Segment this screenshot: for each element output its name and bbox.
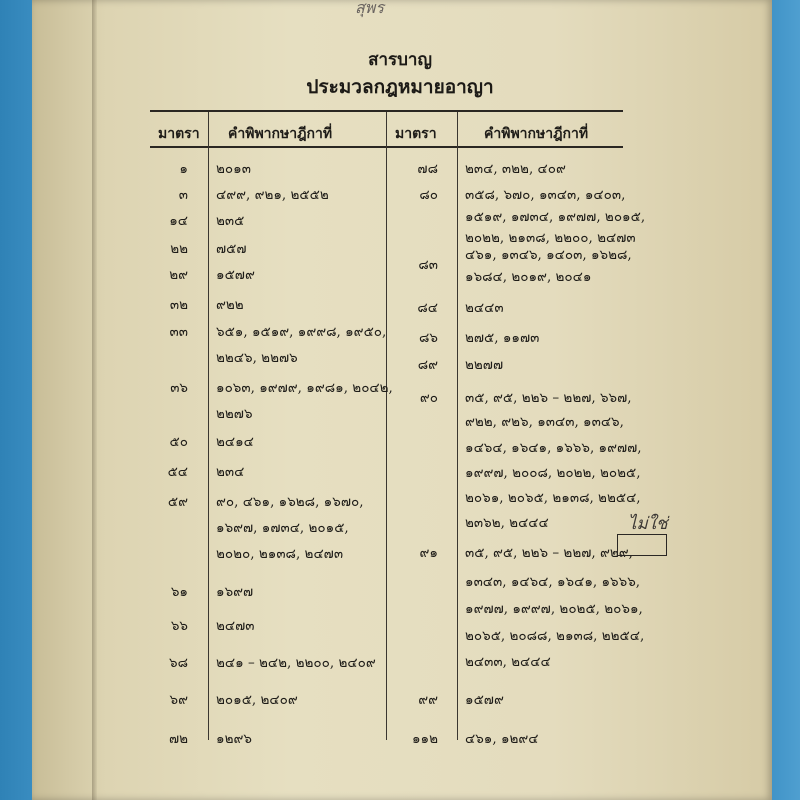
col-divider-2 xyxy=(386,112,387,740)
left-ruling-line: ๒๐๒๐, ๒๑๓๘, ๒๔๗๓ xyxy=(216,546,344,562)
left-ruling-line: ๒๔๗๓ xyxy=(216,618,255,634)
handwritten-box-mark xyxy=(617,534,667,556)
left-ruling-line: ๔๙๙, ๙๒๑, ๒๕๕๒ xyxy=(216,187,329,203)
right-ruling-line: ๓๕, ๙๕, ๒๒๖ – ๒๒๗, ๖๖๗, xyxy=(465,390,632,406)
left-section-number: ๒๙ xyxy=(169,267,188,283)
right-ruling-line: ๒๐๖๕, ๒๐๘๘, ๒๑๓๘, ๒๒๕๔, xyxy=(465,628,645,644)
left-ruling-line: ๑๕๗๙ xyxy=(216,267,255,283)
left-section-number: ๕๐ xyxy=(169,434,188,450)
right-section-number: ๘๖ xyxy=(419,330,438,346)
header-ruling-left: คำพิพากษาฎีกาที่ xyxy=(228,126,333,142)
right-ruling-line: ๓๕, ๙๕, ๒๒๖ – ๒๒๗, ๙๒๙, xyxy=(465,545,633,561)
left-section-number: ๓๒ xyxy=(169,297,188,313)
right-section-number: ๘๔ xyxy=(417,300,438,316)
index-title: สารบาญ xyxy=(368,50,432,70)
left-ruling-line: ๒๒๔๖, ๒๒๗๖ xyxy=(216,350,298,366)
left-section-number: ๓ xyxy=(178,187,188,203)
right-ruling-line: ๒๗๕, ๑๑๗๓ xyxy=(465,330,540,346)
left-section-number: ๓๖ xyxy=(170,380,188,396)
right-ruling-line: ๒๓๔, ๓๒๒, ๔๐๙ xyxy=(465,161,566,177)
left-section-number: ๗๒ xyxy=(168,731,188,747)
right-ruling-line: ๙๒๒, ๙๒๖, ๑๓๔๓, ๑๓๔๖, xyxy=(465,414,624,430)
left-ruling-line: ๑๖๙๗ xyxy=(216,584,254,600)
right-section-number: ๙๐ xyxy=(419,390,438,406)
right-ruling-line: ๔๖๑, ๑๓๔๖, ๑๔๐๓, ๑๖๒๘, xyxy=(465,247,632,263)
left-section-number: ๖๖ xyxy=(170,618,188,634)
right-section-number: ๑๑๒ xyxy=(411,731,438,747)
header-section-left: มาตรา xyxy=(158,126,200,142)
header-section-right: มาตรา xyxy=(395,126,437,142)
right-ruling-line: ๑๙๙๗, ๒๐๐๘, ๒๐๒๒, ๒๐๒๕, xyxy=(465,465,641,481)
left-ruling-line: ๖๕๑, ๑๕๑๙, ๑๙๙๘, ๑๙๕๐, xyxy=(216,324,387,340)
left-section-number: ๖๙ xyxy=(169,692,188,708)
left-ruling-line: ๑๒๙๖ xyxy=(216,731,252,747)
right-section-number: ๗๘ xyxy=(417,161,438,177)
left-ruling-line: ๒๔๑๔ xyxy=(216,434,254,450)
handwritten-scribble: สุพร xyxy=(355,0,384,17)
right-ruling-line: ๒๔๓๓, ๒๔๔๔ xyxy=(465,654,551,670)
right-ruling-line: ๑๖๘๔, ๒๐๑๙, ๒๐๔๑ xyxy=(465,269,592,285)
left-ruling-line: ๙๐, ๔๖๑, ๑๖๒๘, ๑๖๗๐, xyxy=(216,494,364,510)
right-section-number: ๘๓ xyxy=(418,257,438,273)
left-section-number: ๒๒ xyxy=(170,241,188,257)
col-divider-3 xyxy=(457,112,458,740)
page-binding-shadow xyxy=(92,0,97,800)
right-ruling-line: ๒๒๗๗ xyxy=(465,357,504,373)
left-section-number: ๓๓ xyxy=(169,324,188,340)
code-title: ประมวลกฎหมายอาญา xyxy=(306,76,494,98)
right-ruling-line: ๒๐๖๑, ๒๐๖๕, ๒๑๓๘, ๒๒๕๔, xyxy=(465,490,641,506)
left-ruling-line: ๒๐๑๓ xyxy=(216,161,251,177)
right-ruling-line: ๑๔๖๔, ๑๖๔๑, ๑๖๖๖, ๑๙๗๗, xyxy=(465,440,642,456)
left-section-number: ๕๙ xyxy=(167,494,188,510)
right-section-number: ๙๙ xyxy=(418,692,438,708)
left-section-number: ๕๔ xyxy=(167,464,188,480)
left-ruling-line: ๑๐๖๓, ๑๙๗๙, ๑๙๘๑, ๒๐๔๒, xyxy=(216,380,393,396)
handwritten-note: ไม่ใช่ xyxy=(628,514,668,534)
left-ruling-line: ๒๔๑ – ๒๔๒, ๒๒๐๐, ๒๔๐๙ xyxy=(216,655,376,671)
right-section-number: ๘๙ xyxy=(417,357,438,373)
left-section-number: ๖๑ xyxy=(170,584,188,600)
left-ruling-line: ๒๓๕ xyxy=(216,213,245,229)
right-ruling-line: ๓๕๘, ๖๗๐, ๑๓๔๓, ๑๔๐๓, xyxy=(465,187,626,203)
right-ruling-line: ๑๙๗๗, ๑๙๙๗, ๒๐๒๕, ๒๐๖๑, xyxy=(465,601,643,617)
left-ruling-line: ๒๒๗๖ xyxy=(216,406,253,422)
left-ruling-line: ๒๐๑๕, ๒๔๐๙ xyxy=(216,692,298,708)
right-ruling-line: ๔๖๑, ๑๒๙๔ xyxy=(465,731,539,747)
left-ruling-line: ๙๒๒ xyxy=(216,297,244,313)
right-ruling-line: ๑๕๑๙, ๑๗๓๔, ๑๙๗๗, ๒๐๑๕, xyxy=(465,209,646,225)
right-ruling-line: ๒๓๖๒, ๒๔๔๔ xyxy=(465,515,549,531)
col-divider-1 xyxy=(208,112,209,740)
right-ruling-line: ๑๓๔๓, ๑๔๖๔, ๑๖๔๑, ๑๖๖๖, xyxy=(465,574,641,590)
left-section-number: ๑๔ xyxy=(169,213,188,229)
right-section-number: ๘๐ xyxy=(419,187,438,203)
left-section-number: ๖๘ xyxy=(169,655,188,671)
right-ruling-line: ๒๐๒๒, ๒๑๓๘, ๒๒๐๐, ๒๔๗๓ xyxy=(465,230,636,246)
right-section-number: ๙๑ xyxy=(419,545,438,561)
left-section-number: ๑ xyxy=(179,161,188,177)
right-ruling-line: ๑๕๗๙ xyxy=(465,692,504,708)
right-ruling-line: ๒๔๔๓ xyxy=(465,300,504,316)
left-ruling-line: ๑๖๙๗, ๑๗๓๔, ๒๐๑๕, xyxy=(216,520,349,536)
header-ruling-right: คำพิพากษาฎีกาที่ xyxy=(484,126,589,142)
left-ruling-line: ๗๕๗ xyxy=(216,241,247,257)
left-ruling-line: ๒๓๔ xyxy=(216,464,245,480)
